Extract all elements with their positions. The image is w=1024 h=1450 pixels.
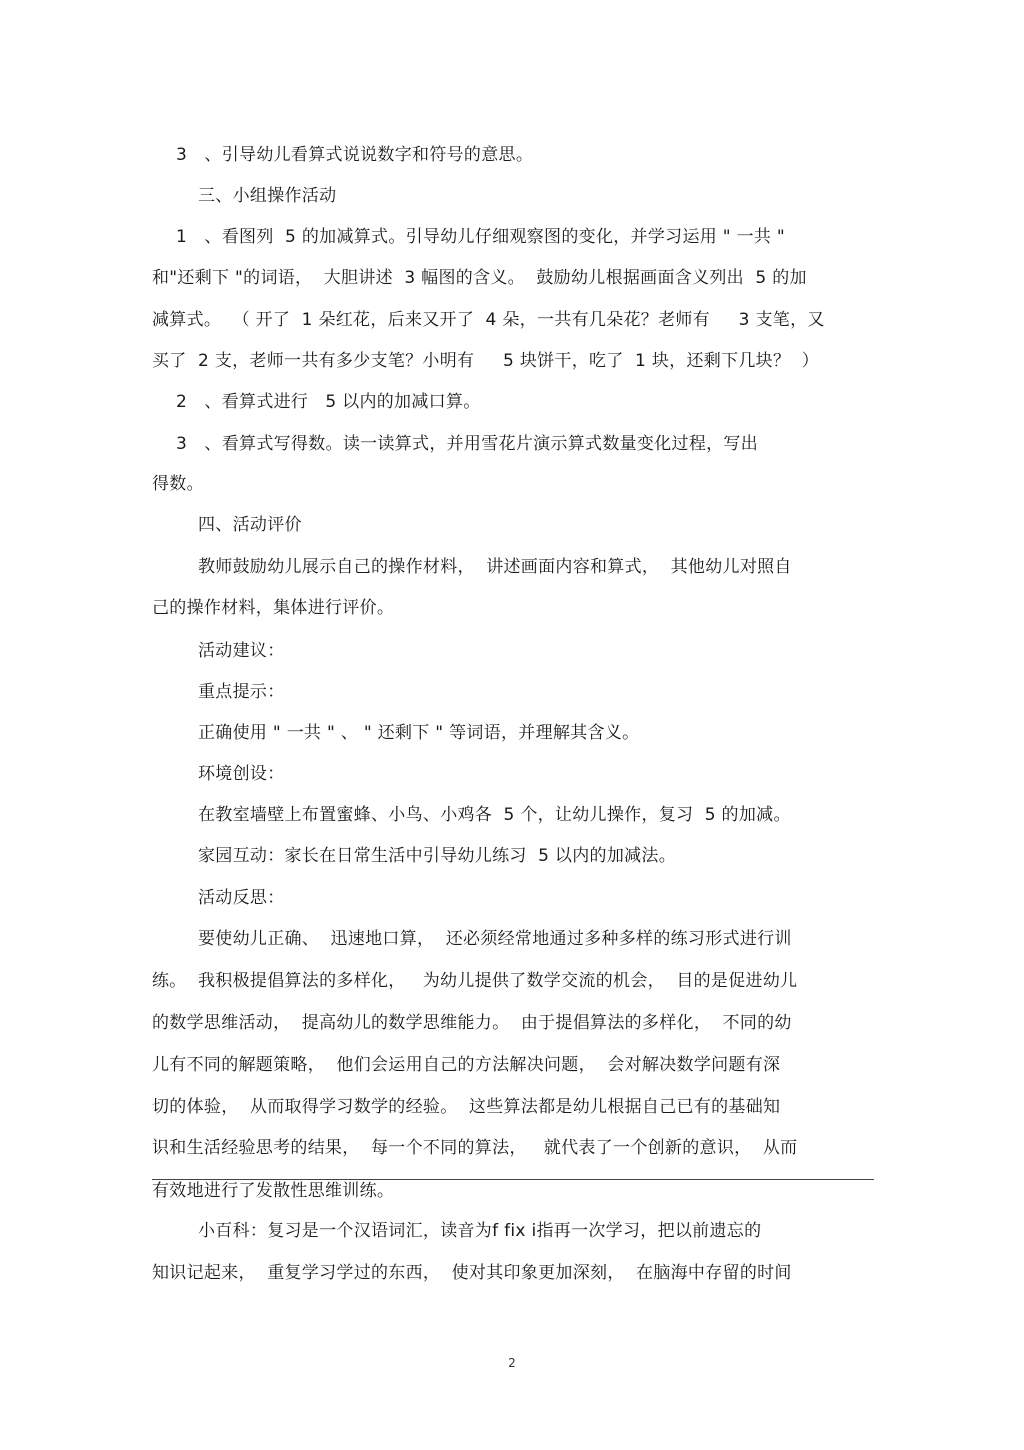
text-line: 练。 我积极提倡算法的多样化， 为幼儿提供了数学交流的机会， 目的是促进幼儿 [152, 971, 798, 991]
text-line: 买了 2 支，老师一共有多少支笔？小明有 5 块饼干，吃了 1 块，还剩下几块？ ） [152, 351, 819, 371]
subheading: 重点提示： [198, 682, 285, 702]
text-line: 在教室墙壁上布置蜜蜂、小鸟、小鸡各 5 个，让幼儿操作，复习 5 的加减。 [198, 805, 791, 825]
text-line: 3 、看算式写得数。读一读算式，并用雪花片演示算式数量变化过程，写出 [176, 434, 759, 454]
subheading: 活动反思： [198, 888, 285, 908]
text-line: 减算式。 （ 开了 1 朵红花，后来又开了 4 朵，一共有几朵花？老师有 3 支笔，又 [152, 310, 825, 330]
text-line: 家园互动：家长在日常生活中引导幼儿练习 5 以内的加减法。 [198, 846, 677, 866]
text-line: 和"还剩下 "的词语， 大胆讲述 3 幅图的含义。 鼓励幼儿根据画面含义列出 5 的加 [152, 268, 807, 288]
page-number: 2 [508, 1356, 516, 1370]
text-line: 教师鼓励幼儿展示自己的操作材料， 讲述画面内容和算式， 其他幼儿对照自 [198, 557, 792, 577]
text-line: 3 、引导幼儿看算式说说数字和符号的意思。 [176, 145, 534, 165]
text-line: 切的体验， 从而取得学习数学的经验。 这些算法都是幼儿根据自己已有的基础知 [152, 1097, 781, 1117]
text-line: 1 、看图列 5 的加减算式。引导幼儿仔细观察图的变化，并学习运用 " 一共 " [176, 227, 785, 247]
text-line: 要使幼儿正确、 迅速地口算， 还必须经常地通过多种多样的练习形式进行训 [198, 929, 792, 949]
text-line: 有效地进行了发散性思维训练。 [152, 1181, 395, 1201]
text-line: 的数学思维活动， 提高幼儿的数学思维能力。 由于提倡算法的多样化， 不同的幼 [152, 1013, 792, 1033]
section-heading: 三、小组操作活动 [198, 186, 337, 206]
subheading: 活动建议： [198, 641, 285, 661]
section-heading: 四、活动评价 [198, 515, 302, 535]
text-line: 知识记起来， 重复学习学过的东西， 使对其印象更加深刻， 在脑海中存留的时间 [152, 1263, 792, 1283]
text-line: 己的操作材料，集体进行评价。 [152, 598, 395, 618]
text-line: 识和生活经验思考的结果， 每一个不同的算法， 就代表了一个创新的意识， 从而 [152, 1138, 798, 1158]
text-line: 正确使用 " 一共 " 、 " 还剩下 " 等词语，并理解其含义。 [198, 723, 640, 743]
text-line: 小百科：复习是一个汉语词汇，读音为f fix i指再一次学习，把以前遗忘的 [198, 1221, 762, 1241]
subheading: 环境创设： [198, 764, 285, 784]
text-line: 儿有不同的解题策略， 他们会运用自己的方法解决问题， 会对解决数学问题有深 [152, 1055, 781, 1075]
text-line: 得数。 [152, 474, 204, 494]
text-line: 2 、看算式进行 5 以内的加减口算。 [176, 392, 481, 412]
